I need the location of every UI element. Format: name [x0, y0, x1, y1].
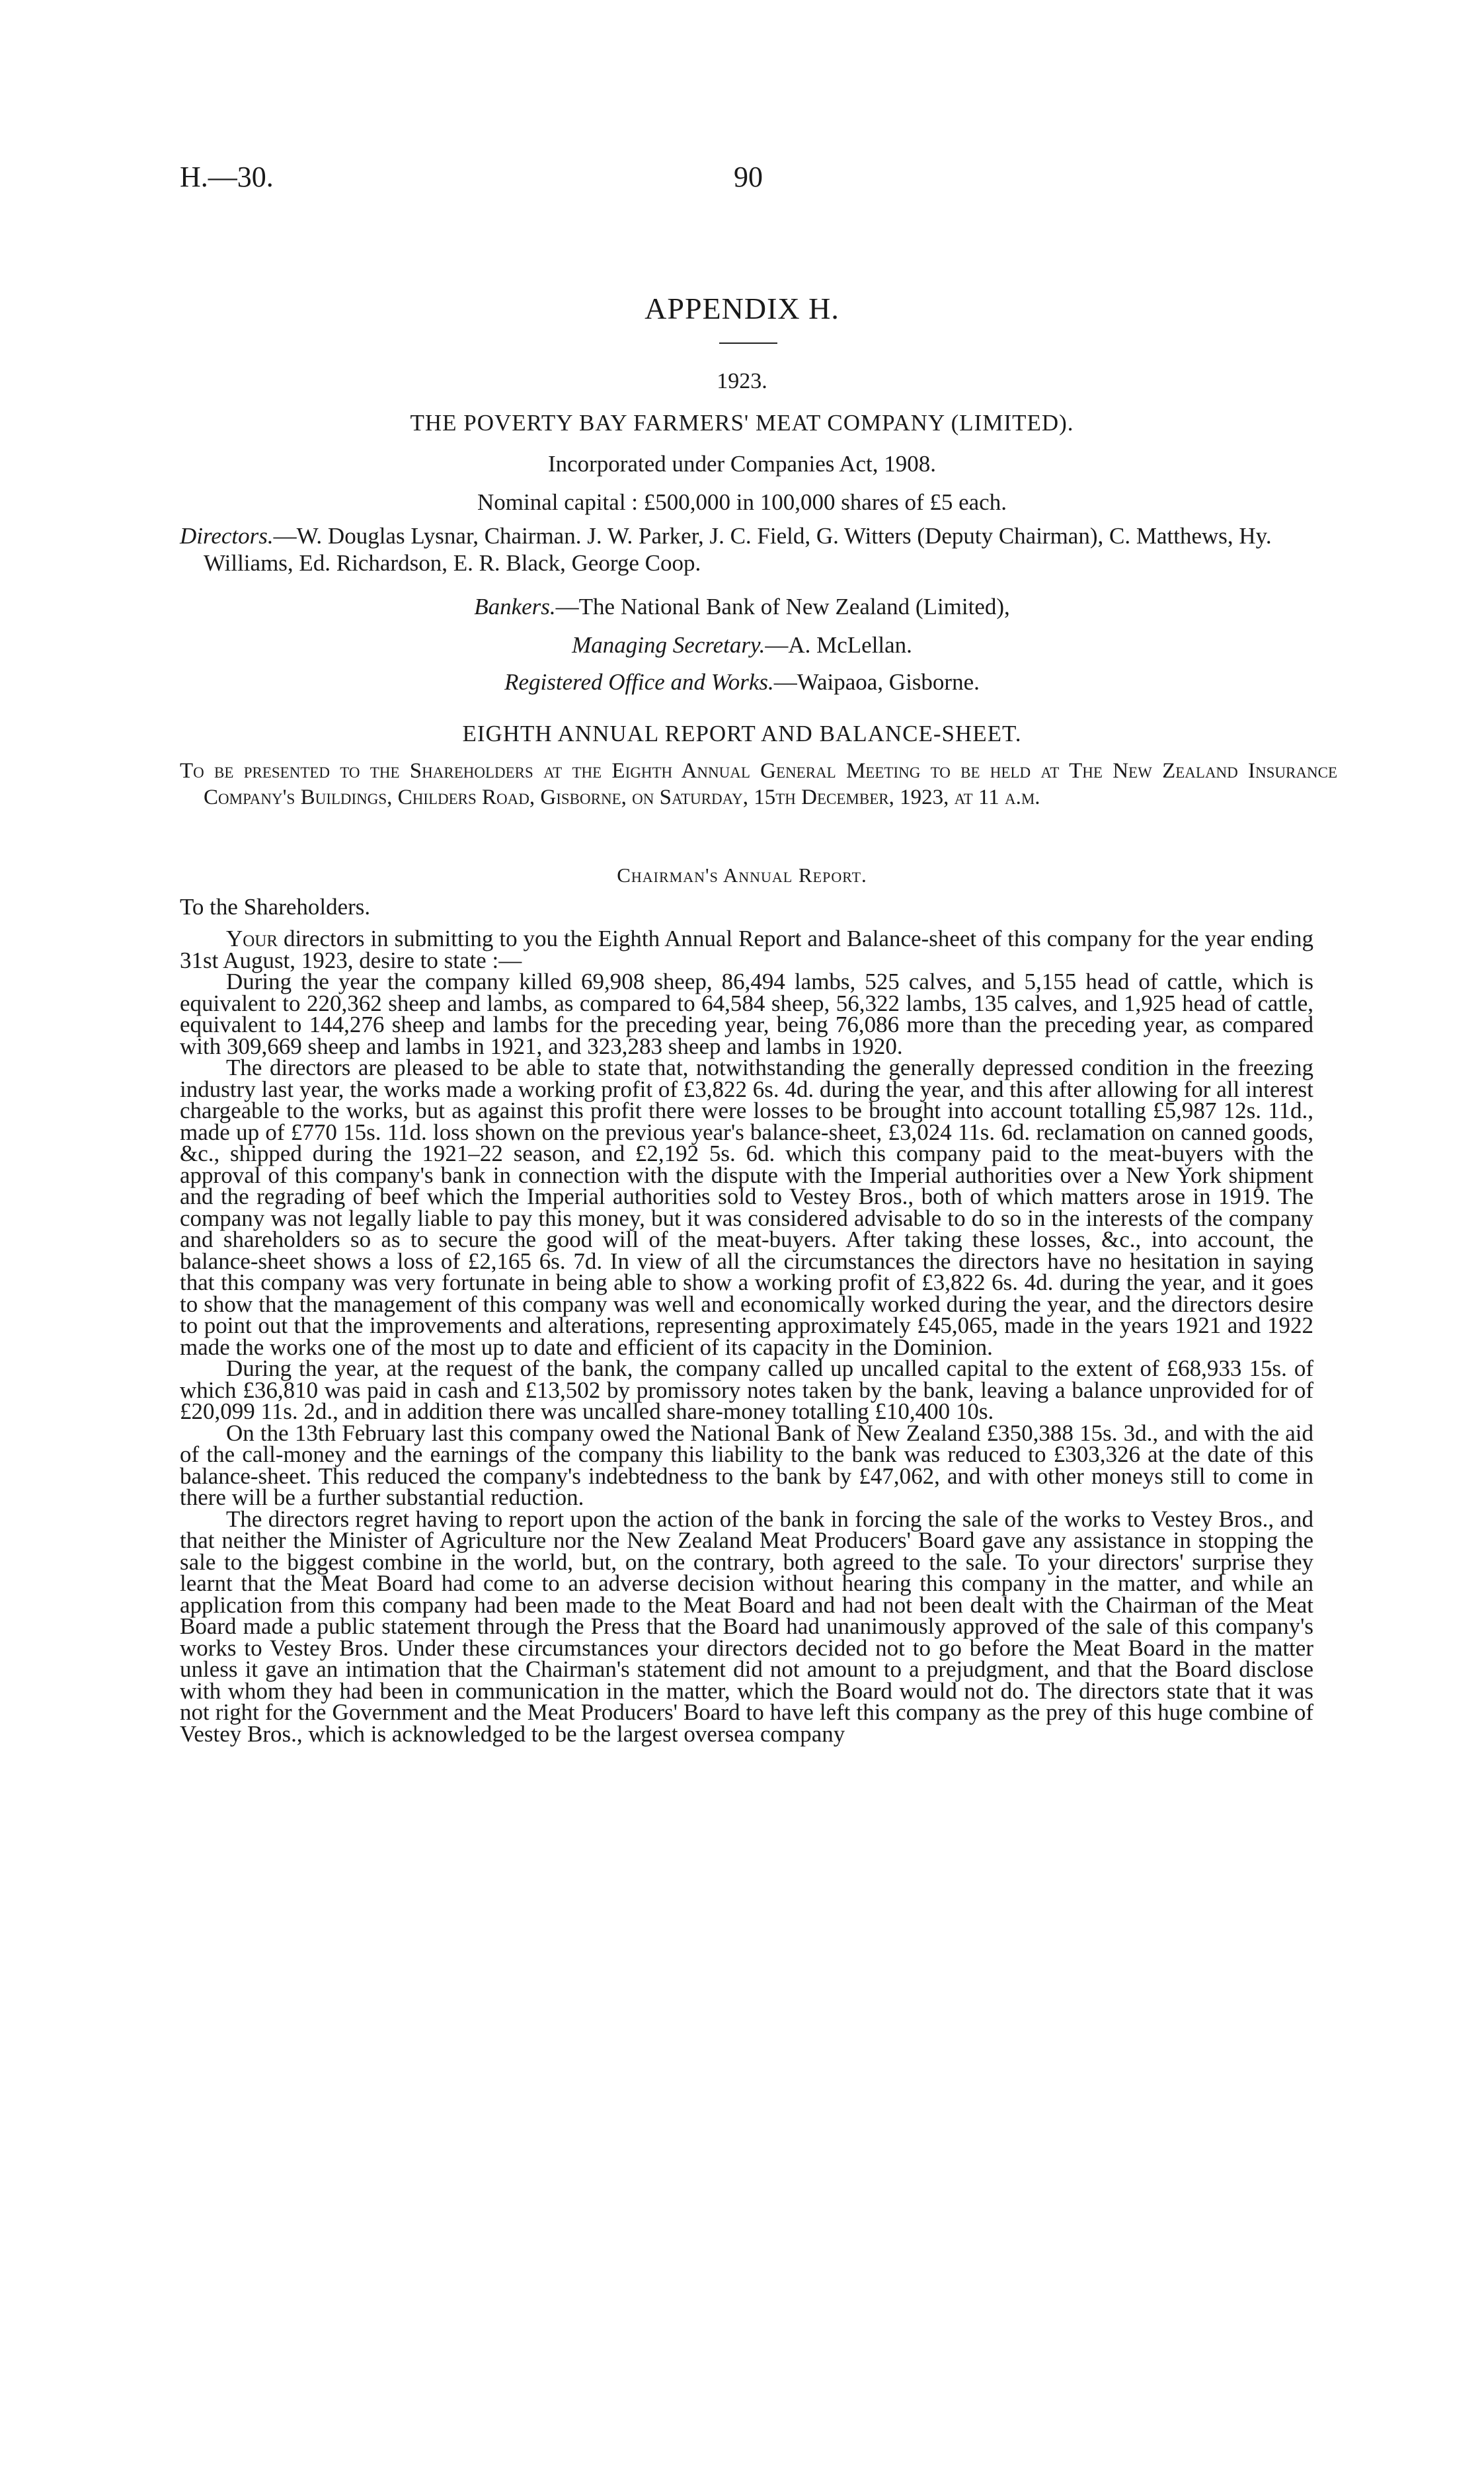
- title-rule: [719, 342, 777, 344]
- office-text: —Waipaoa, Gisborne.: [773, 669, 980, 695]
- directors-label: Directors.: [180, 523, 274, 549]
- running-head-reference: H.—30.: [180, 161, 274, 193]
- directors-text: —W. Douglas Lysnar, Chairman. J. W. Parker, J. C. Field, G. Witters (Deputy Chairman), C. Matthews, Hy. Williams, Ed. Richardson, E. R. Black, George Coop.: [204, 523, 1272, 576]
- office-label: Registered Office and Works.: [504, 669, 774, 695]
- bankers-label: Bankers.: [474, 594, 556, 620]
- paragraph-3: The directors are pleased to be able to state that, notwithstanding the generally depressed condition in the freezing industry last year, the works made a working profit of £3,822 6s. 4d. during the year, and this after allowing for all interest chargeable to the works, but as against this profit there were losses to be brought into account totalling £5,987 12s. 11d., made up of £770 15s. 11d. loss shown on the previous year's balance-sheet, £3,024 11s. 6d. reclamation on canned goods, &c., shipped during the 1921–22 season, and £2,192 5s. 6d. which this company paid to the meat-buyers with the approval of this company's bank in connection with the dispute with the Imperial authorities over a New York shipment and the regrading of beef which the Imperial authorities sold to Vestey Bros., both of which matters arose in 1919. The company was not legally liable to pay this money, but it was considered advisable to do so in the interests of the company and shareholders so as to secure the good will of the meat-buyers. After taking these losses, &c., into account, the balance-sheet shows a loss of £2,165 6s. 7d. In view of all the circumstances the directors have no hesitation in saying that this company was very fortunate in being able to show a working profit of £3,822 6s. 4d. during the year, and it goes to show that the management of this company was well and economically worked during the year, and the directors desire to point out that the improvements and alterations, representing approximately £45,065, made in the years 1921 and 1922 made the works one of the most up to date and efficient of its capacity in the Dominion.: [180, 1055, 1313, 1360]
- meeting-notice: To be presented to the Shareholders at the Eighth Annual General Meeting to be held at The New Zealand Insurance Company's Buildings, Childers Road, Gisborne, on Saturday, 15th December, 1923, at 11 a.m.: [180, 759, 1337, 809]
- salutation: To the Shareholders.: [180, 894, 371, 920]
- chairman-report-heading: Chairman's Annual Report.: [617, 864, 867, 887]
- nominal-capital: Nominal capital : £500,000 in 100,000 shares of £5 each.: [477, 489, 1007, 515]
- paragraph-1-text: directors in submitting to you the Eighth Annual Report and Balance-sheet of this company for the year ending 31st August, 1923, desire to state :—: [180, 926, 1313, 973]
- managing-secretary-line: [172, 632, 1312, 659]
- company-name: THE POVERTY BAY FARMERS' MEAT COMPANY (LIMITED).: [410, 410, 1074, 436]
- paragraph-2: During the year the company killed 69,908 sheep, 86,494 lambs, 525 calves, and 5,155 head of cattle, which is equivalent to 220,362 sheep and lambs, as compared to 64,584 sheep, 56,322 lambs, 135 calves, and 1,925 head of cattle, equivalent to 144,276 sheep and lambs for the preceding year, being 76,086 more than the preceding year, as compared with 309,669 sheep and lambs in 1921, and 323,283 sheep and lambs in 1920.: [180, 969, 1313, 1059]
- paragraph-5: On the 13th February last this company owed the National Bank of New Zealand £350,388 15s. 3d., and with the aid of the call-money and the earnings of the company this liability to the bank was reduced to £303,326 at the date of this balance-sheet. This reduced the company's indebtedness to the bank by £47,062, and with other moneys still to come in there will be a further substantial reduction.: [180, 1420, 1313, 1510]
- report-body: [180, 928, 1313, 1745]
- bankers-line: [172, 594, 1312, 620]
- appendix-title: APPENDIX H.: [644, 292, 840, 325]
- managing-text: —A. McLellan.: [765, 632, 912, 658]
- paragraph-4: During the year, at the request of the bank, the company called up uncalled capital to the extent of £68,933 15s. of which £36,810 was paid in cash and £13,502 by promissory notes taken by the bank, leaving a balance unprovided for of £20,099 11s. 2d., and in addition there was uncalled share-money totalling £10,400 10s.: [180, 1355, 1313, 1424]
- registered-office-line: [172, 669, 1312, 696]
- paragraph-6: The directors regret having to report upon the action of the bank in forcing the sale of the works to Vestey Bros., and that neither the Minister of Agriculture nor the New Zealand Meat Producers' Board gave any assistance in stopping the sale to the biggest combine in the world, but, on the contrary, both agreed to the sale. To your directors' surprise they learnt that the Meat Board had come to an adverse decision without hearing this company in the matter, and while an application from this company had been made to the Meat Board and had not been dealt with the Chairman of the Meat Board made a public statement through the Press that the Board had unanimously approved of the sale of this company's works to Vestey Bros. Under these circumstances your directors decided not to go before the Meat Board in the matter unless it gave an intimation that the Chairman's statement did not amount to a prejudgment, and that the Board disclose with whom they had been in communication in the matter, which the Board would not do. The directors state that it was not right for the Government and the Meat Producers' Board to have left this company as the prey of this huge combine of Vestey Bros., which is acknowledged to be the largest oversea company: [180, 1506, 1313, 1747]
- directors-list: [180, 522, 1337, 577]
- paragraph-1: [180, 928, 1313, 971]
- paragraph-1-lead: Your: [226, 926, 278, 951]
- page-number: 90: [734, 161, 763, 193]
- managing-label: Managing Secretary.: [572, 632, 765, 658]
- incorporation-note: Incorporated under Companies Act, 1908.: [547, 451, 937, 477]
- bankers-text: —The National Bank of New Zealand (Limited),: [555, 594, 1010, 620]
- report-year: 1923.: [717, 369, 767, 393]
- report-title: EIGHTH ANNUAL REPORT AND BALANCE-SHEET.: [462, 721, 1022, 746]
